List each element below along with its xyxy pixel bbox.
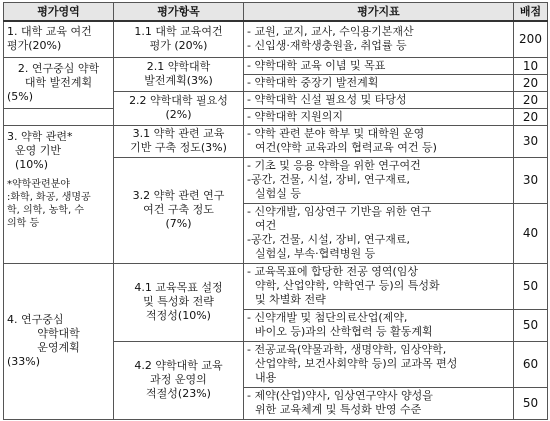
indicator-5-cell [244, 157, 514, 203]
indicator-9-line-1: - 전공교육(약물과학, 생명약학, 임상약학, [247, 343, 447, 356]
item-3-2-line-2: 여건 구축 정도 [143, 203, 214, 216]
item-4-1-line-2: 및 특성화 전략 [143, 295, 214, 308]
indicator-2b-cell [244, 74, 514, 91]
item-1-1-line-1: 1.1 대학 교육여건 [134, 25, 223, 39]
table-row [4, 108, 548, 125]
item-4-1-cell [114, 263, 244, 341]
score-7: 50 [514, 263, 548, 309]
indicator-6-line-2: 여건 [255, 219, 277, 232]
indicator-3b-line-1: - 약학대학 지원의지 [247, 109, 343, 123]
indicator-10-line-2: 위한 교육체계 및 특성화 반영 수준 [255, 403, 422, 416]
item-4-2-line-2: 과정 운영의 [150, 373, 207, 386]
area-3-line-3: (10%) [15, 157, 49, 171]
item-2-2-line-1: 2.2 약학대학 필요성 [129, 94, 228, 107]
indicator-8-cell [244, 309, 514, 341]
item-4-2-cell [114, 341, 244, 419]
item-4-2-line-1: 4.2 약학대학 교육 [134, 359, 223, 372]
area-2-line-2: 대학 발전계획 [24, 75, 93, 89]
area-3-note-line-2: 학, 의학, 농학, 수 [7, 204, 85, 216]
header-item: 평가항목 [114, 3, 244, 22]
area-1-line-2: 평가(20%) [7, 39, 62, 53]
item-2-1-cell [114, 57, 244, 91]
score-3b: 20 [514, 108, 548, 125]
item-4-1-line-3: 적정성(10%) [146, 309, 211, 322]
score-2a: 10 [514, 57, 548, 74]
area-3-note-line-1: :화학, 화공, 생명공 [7, 191, 91, 203]
table-row [4, 57, 548, 74]
area-4-cell [4, 263, 114, 419]
indicator-7-line-2: 약학, 산업약학, 약학연구 등)의 특성화 [255, 279, 440, 292]
item-1-1-cell [114, 21, 244, 57]
area-2-cell [4, 57, 114, 108]
indicator-6-line-4: 실험실, 부속·협력병원 등 [255, 247, 376, 260]
indicator-4-line-2: 여건(약학 교육과의 협력교육 여건 등) [255, 141, 437, 154]
area-4-line-2: 약학대학 [37, 327, 80, 340]
indicator-5-line-1: - 기초 및 응용 약학을 위한 연구여건 [247, 159, 421, 172]
indicator-1-line-1: - 교원, 교지, 교사, 수익용기본재산 [247, 25, 414, 39]
item-3-2-line-3: (7%) [165, 217, 192, 230]
score-6: 40 [514, 203, 548, 263]
indicator-10-line-1: - 제약(산업)약사, 임상연구약사 양성을 [247, 389, 433, 402]
table-row [4, 125, 548, 157]
indicator-6-cell [244, 203, 514, 263]
indicator-10-cell [244, 387, 514, 419]
score-1: 200 [514, 21, 548, 57]
indicator-2b-line-1: - 약학대학 중장기 발전계획 [247, 75, 379, 89]
area-3-note-title: *약학관련분야 [7, 178, 70, 190]
evaluation-table [3, 2, 548, 420]
area-3-cell [4, 125, 114, 263]
indicator-7-line-3: 및 차별화 전략 [255, 293, 326, 306]
score-8: 50 [514, 309, 548, 341]
item-1-1-line-2: 평가 (20%) [149, 39, 208, 53]
item-3-1-cell [114, 125, 244, 157]
header-indicator: 평가지표 [244, 3, 514, 22]
area-2-line-3: (5%) [7, 89, 34, 103]
indicator-9-cell [244, 341, 514, 387]
indicator-6-line-3: -공간, 건물, 시설, 장비, 연구재료, [247, 233, 410, 246]
item-2-1-line-2: 발전계획(3%) [144, 74, 213, 87]
item-4-2-line-3: 적절성(23%) [146, 387, 211, 400]
header-row [4, 3, 548, 22]
score-4: 30 [514, 125, 548, 157]
area-4-line-4: (33%) [7, 355, 41, 368]
indicator-8-line-1: - 신약개발 및 첨단의료산업(제약, [247, 311, 408, 324]
area-1-line-1: 1. 대학 교육 여건 [7, 25, 92, 39]
item-3-1-line-2: 기반 구축 정도(3%) [130, 141, 227, 154]
item-3-1-line-1: 3.1 약학 관련 교육 [132, 127, 225, 140]
indicator-7-line-1: - 교육목표에 합당한 전공 영역(임상 [247, 265, 419, 278]
area-3-note [7, 178, 110, 230]
indicator-2a-line-1: - 약학대학 교육 이념 및 목표 [247, 58, 386, 72]
item-3-2-cell [114, 157, 244, 263]
area-3-line-1: 3. 약학 관련* [7, 129, 73, 143]
area-2-line-1: 2. 연구중심 약학 [17, 61, 100, 75]
indicator-9-line-3: 내용 [255, 371, 277, 384]
area-4-line-1: 4. 연구중심 [7, 313, 64, 326]
item-2-1-line-1: 2.1 약학대학 [146, 60, 211, 73]
indicator-3b-cell [244, 108, 514, 125]
area-4-line-3: 운영계획 [37, 341, 80, 354]
indicator-4-cell [244, 125, 514, 157]
area-3-note-line-3: 의학 등 [7, 217, 40, 229]
score-5: 30 [514, 157, 548, 203]
area-1-cell [4, 21, 114, 57]
indicator-2a-cell [244, 57, 514, 74]
score-3a: 20 [514, 91, 548, 108]
area-2-spacer [4, 108, 114, 125]
table-row [4, 263, 548, 309]
area-3-line-2: 운영 기반 [15, 143, 62, 157]
indicator-8-line-2: 바이오 등)과의 산학협력 등 활동계획 [255, 325, 433, 338]
indicator-6-line-1: - 신약개발, 임상연구 기반을 위한 연구 [247, 205, 432, 218]
header-score: 배점 [514, 3, 548, 22]
score-2b: 20 [514, 74, 548, 91]
indicator-7-cell [244, 263, 514, 309]
score-9: 60 [514, 341, 548, 387]
item-4-1-line-1: 4.1 교육목표 설정 [134, 281, 223, 294]
item-2-2-line-2: (2%) [165, 108, 192, 121]
item-2-2-cell [114, 91, 244, 125]
item-3-2-line-1: 3.2 약학 관련 연구 [132, 189, 225, 202]
score-10: 50 [514, 387, 548, 419]
indicator-1-line-2: - 신입생·재학생충원율, 취업률 등 [247, 39, 407, 53]
indicator-1-cell [244, 21, 514, 57]
indicator-3a-cell [244, 91, 514, 108]
indicator-5-line-2: -공간, 건물, 시설, 장비, 연구재료, [247, 173, 410, 186]
indicator-4-line-1: - 약학 관련 분야 학부 및 대학원 운영 [247, 127, 425, 140]
indicator-5-line-3: 실험실 등 [255, 187, 302, 200]
indicator-3a-line-1: - 약학대학 신설 필요성 및 타당성 [247, 92, 407, 106]
header-area: 평가영역 [4, 3, 114, 22]
table-row [4, 21, 548, 57]
indicator-9-line-2: 산업약학, 보건사회약학 등)의 교과목 편성 [255, 357, 458, 370]
